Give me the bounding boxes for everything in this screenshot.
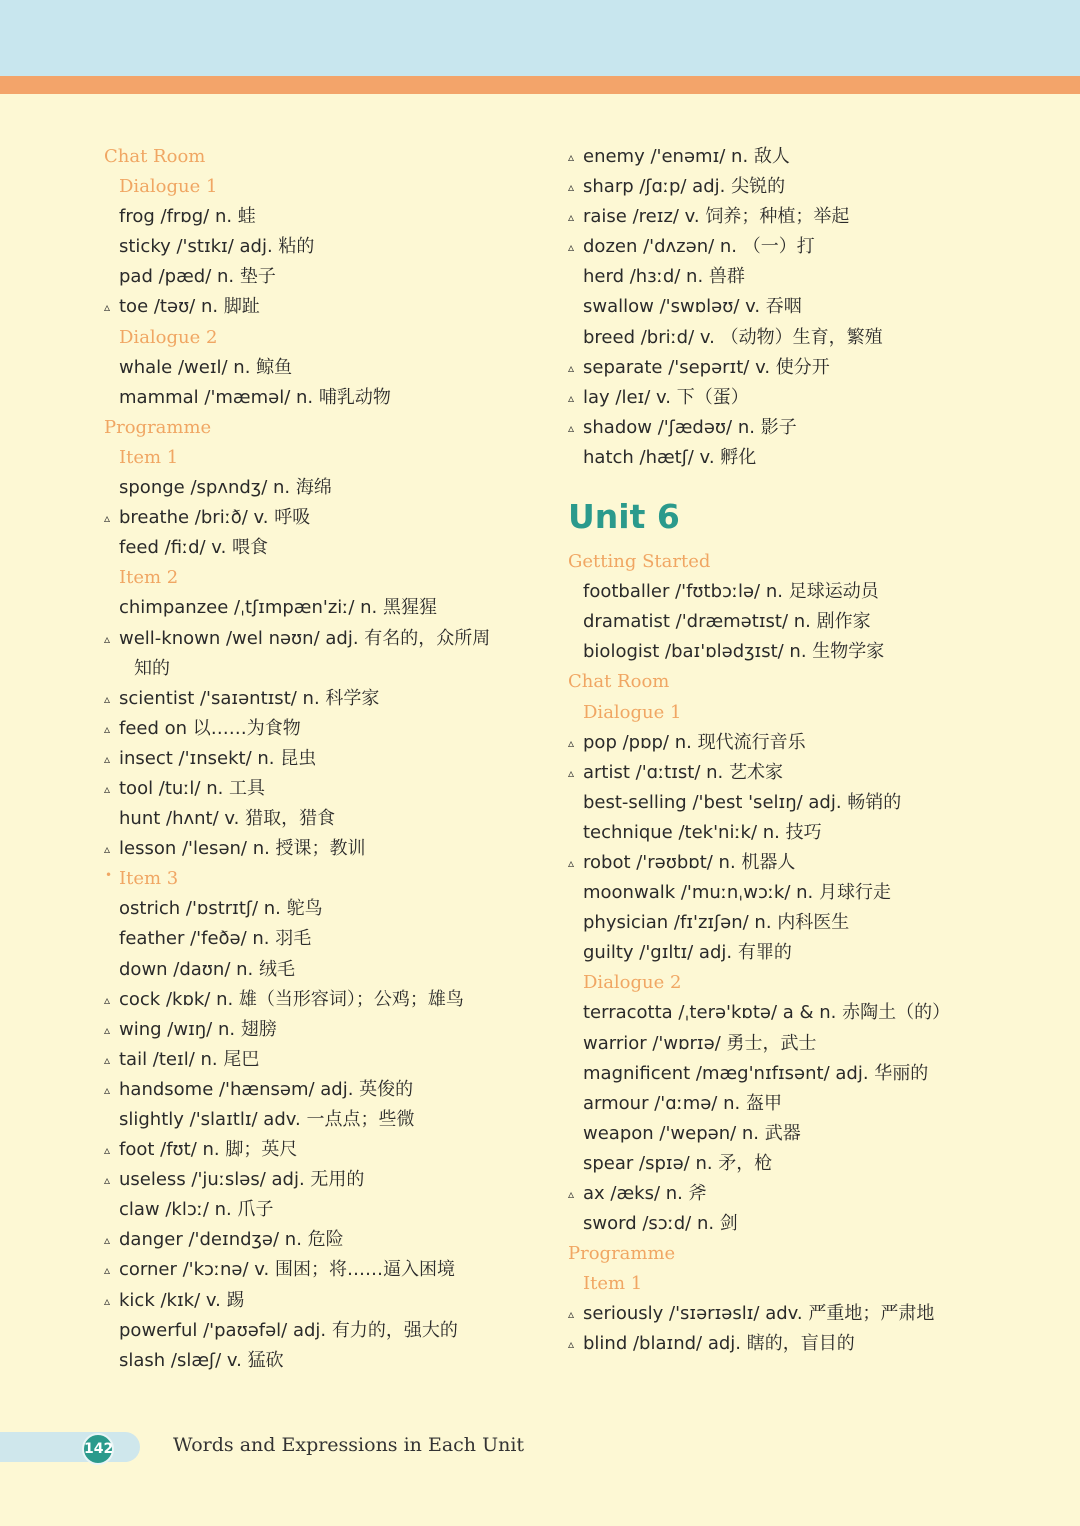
entry-text: lay /leɪ/ v. 下（蛋） — [583, 386, 749, 408]
entry-text: artist /'ɑːtɪst/ n. 艺术家 — [583, 761, 783, 783]
word-entry — [568, 577, 1048, 607]
entry-text: tail /teɪl/ n. 尾巴 — [119, 1048, 260, 1070]
word-entry — [104, 202, 524, 232]
unit-title: Unit 6 — [568, 497, 680, 537]
entry-text: Item 1 — [119, 446, 179, 468]
word-entry — [104, 924, 524, 954]
entry-text: blind /blaɪnd/ adj. 瞎的，盲目的 — [583, 1333, 855, 1355]
word-entry — [104, 473, 524, 503]
entry-text: handsome /'hænsəm/ adj. 英俊的 — [119, 1078, 414, 1100]
entry-text: Item 1 — [583, 1273, 643, 1295]
entry-text: useless /'juːsləs/ adj. 无用的 — [119, 1169, 365, 1191]
entry-text: Getting Started — [568, 551, 711, 573]
triangle-marker-icon: ▵ — [568, 765, 575, 780]
word-entry — [568, 1089, 1048, 1119]
entry-text: Programme — [104, 416, 212, 438]
entry-text: separate /'sepərɪt/ v. 使分开 — [583, 356, 830, 378]
word-entry — [104, 593, 524, 623]
entry-text: feather /'feðə/ n. 羽毛 — [119, 928, 312, 950]
entry-text: seriously /'sɪərɪəslɪ/ adv. 严重地；严肃地 — [583, 1303, 935, 1325]
triangle-marker-icon: ▵ — [568, 390, 575, 405]
entry-text: insect /'ɪnsekt/ n. 昆虫 — [119, 747, 317, 769]
word-entry — [568, 607, 1048, 637]
right-column-bottom — [568, 547, 1048, 1360]
triangle-marker-icon: ▵ — [104, 1082, 111, 1097]
word-entry — [568, 232, 1048, 262]
entry-text: sword /sɔːd/ n. 剑 — [583, 1213, 738, 1235]
entry-text: robot /'rəʊbɒt/ n. 机器人 — [583, 851, 796, 873]
subsection-heading — [104, 172, 524, 202]
entry-text: warrior /'wɒrɪə/ 勇士，武士 — [583, 1032, 817, 1054]
entry-text: toe /təʊ/ n. 脚趾 — [119, 296, 260, 318]
triangle-marker-icon: ▵ — [104, 1263, 111, 1278]
word-entry — [568, 1059, 1048, 1089]
word-entry — [568, 1149, 1048, 1179]
subsection-heading — [104, 443, 524, 473]
word-entry — [568, 728, 1048, 758]
entry-text: feed /fiːd/ v. 喂食 — [119, 537, 269, 559]
entry-text: Chat Room — [104, 146, 206, 167]
entry-text: armour /'ɑːmə/ n. 盔甲 — [583, 1092, 782, 1114]
entry-text: powerful /'paʊəfəl/ adj. 有力的，强大的 — [119, 1319, 458, 1341]
triangle-marker-icon: ▵ — [568, 180, 575, 195]
entry-text: Dialogue 1 — [583, 701, 682, 723]
entry-text: feed on 以……为食物 — [119, 717, 301, 739]
word-entry — [104, 503, 524, 533]
entry-text: chimpanzee /ˌtʃɪmpæn'ziː/ n. 黑猩猩 — [119, 597, 437, 619]
entry-text: physician /fɪ'zɪʃən/ n. 内科医生 — [583, 912, 850, 934]
entry-text: breed /briːd/ v. （动物）生育，繁殖 — [583, 326, 883, 348]
word-entry — [568, 998, 1048, 1028]
entry-text: moonwalk /'muːnˌwɔːk/ n. 月球行走 — [583, 882, 891, 904]
word-entry — [104, 744, 524, 774]
triangle-marker-icon: ▵ — [104, 781, 111, 796]
word-entry — [104, 533, 524, 563]
footer-band — [0, 1432, 140, 1462]
word-entry — [568, 908, 1048, 938]
page-number: 142 — [82, 1433, 114, 1465]
entry-text: cock /kɒk/ n. 雄（当形容词）；公鸡；雄鸟 — [119, 988, 464, 1010]
word-entry — [104, 353, 524, 383]
word-entry — [104, 804, 524, 834]
entry-text: raise /reɪz/ v. 饲养；种植；举起 — [583, 206, 850, 228]
triangle-marker-icon: ▵ — [104, 1022, 111, 1037]
entry-text: mammal /'mæməl/ n. 哺乳动物 — [119, 386, 391, 408]
section-heading — [568, 547, 1048, 577]
word-entry — [104, 955, 524, 985]
entry-text: herd /hɜːd/ n. 兽群 — [583, 266, 745, 288]
entry-text: technique /tek'niːk/ n. 技巧 — [583, 821, 822, 843]
word-entry — [568, 758, 1048, 788]
word-entry — [568, 1029, 1048, 1059]
word-entry — [104, 714, 524, 744]
entry-text: danger /'deɪndʒə/ n. 危险 — [119, 1229, 344, 1251]
word-entry — [568, 1329, 1048, 1359]
entry-text: kick /kɪk/ v. 踢 — [119, 1289, 245, 1311]
word-entry — [104, 1165, 524, 1195]
entry-text: swallow /'swɒləʊ/ v. 吞咽 — [583, 296, 802, 318]
word-entry — [104, 1286, 524, 1316]
orange-band — [0, 76, 1080, 94]
entry-text: frog /frɒg/ n. 蛙 — [119, 206, 256, 228]
word-entry — [568, 1299, 1048, 1329]
word-entry — [568, 172, 1048, 202]
subsection-heading — [104, 563, 524, 593]
word-entry — [104, 1105, 524, 1135]
triangle-marker-icon: ▵ — [568, 1187, 575, 1201]
triangle-marker-icon: ▵ — [104, 751, 111, 766]
entry-text: ax /æks/ n. 斧 — [583, 1183, 707, 1204]
entry-text: Dialogue 1 — [119, 176, 218, 198]
word-entry — [104, 1075, 524, 1105]
word-entry — [104, 1195, 524, 1225]
triangle-marker-icon: ▵ — [568, 1307, 575, 1322]
entry-text: down /daʊn/ n. 绒毛 — [119, 958, 295, 980]
entry-text: guilty /'gɪltɪ/ adj. 有罪的 — [583, 942, 792, 964]
right-column — [568, 142, 1048, 1360]
entry-text: pop /pɒp/ n. 现代流行音乐 — [583, 731, 806, 753]
subsection-heading — [568, 1269, 1048, 1299]
section-heading — [104, 413, 524, 443]
word-entry — [568, 1119, 1048, 1149]
word-entry — [104, 1316, 524, 1346]
entry-text: hatch /hætʃ/ v. 孵化 — [583, 446, 757, 468]
entry-text: Dialogue 2 — [583, 972, 682, 994]
entry-text: footballer /'fʊtbɔːlə/ n. 足球运动员 — [583, 581, 879, 603]
triangle-marker-icon: ▵ — [104, 691, 111, 706]
word-entry — [568, 353, 1048, 383]
triangle-marker-icon: ▵ — [104, 1293, 111, 1308]
word-entry — [104, 262, 524, 292]
entry-text: dramatist /'dræmətɪst/ n. 剧作家 — [583, 611, 871, 633]
word-entry — [104, 383, 524, 413]
entry-text: terracotta /ˌterə'kɒtə/ a & n. 赤陶土（的） — [583, 1002, 951, 1024]
word-entry-continuation — [104, 654, 524, 684]
triangle-marker-icon: ▵ — [104, 511, 111, 526]
section-heading — [568, 1239, 1048, 1269]
section-heading — [104, 142, 524, 172]
word-entry — [568, 818, 1048, 848]
word-entry — [568, 878, 1048, 908]
entry-text: sponge /spʌndʒ/ n. 海绵 — [119, 477, 332, 499]
entry-text: shadow /'ʃædəʊ/ n. 影子 — [583, 416, 797, 438]
footer-title: Words and Expressions in Each Unit — [173, 1434, 525, 1456]
subsection-heading — [104, 323, 524, 353]
entry-text: ostrich /'ɒstrɪtʃ/ n. 鸵鸟 — [119, 898, 323, 920]
triangle-marker-icon: ▵ — [104, 1233, 111, 1248]
entry-text: Item 3 — [119, 868, 179, 890]
entry-text: best-selling /'best 'selɪŋ/ adj. 畅销的 — [583, 791, 902, 813]
entry-text: weapon /'wepən/ n. 武器 — [583, 1122, 801, 1144]
word-entry — [104, 774, 524, 804]
entry-text: well-known /wel nəʊn/ adj. 有名的，众所周 — [119, 627, 491, 649]
word-entry — [568, 848, 1048, 878]
triangle-marker-icon: ▵ — [104, 1143, 111, 1158]
entry-text: 知的 — [134, 657, 170, 679]
entry-text: foot /fʊt/ n. 脚；英尺 — [119, 1139, 298, 1161]
subsection-heading — [568, 968, 1048, 998]
entry-text: Programme — [568, 1243, 676, 1265]
entry-text: Chat Room — [568, 671, 670, 693]
word-entry — [568, 1209, 1048, 1239]
section-heading — [568, 667, 1048, 697]
word-entry — [104, 894, 524, 924]
word-entry — [104, 1045, 524, 1075]
word-entry — [104, 985, 524, 1015]
entry-text: magnificent /mæg'nɪfɪsənt/ adj. 华丽的 — [583, 1062, 929, 1084]
entry-text: dozen /'dʌzən/ n. （一）打 — [583, 236, 815, 258]
word-entry — [568, 323, 1048, 353]
triangle-marker-icon: ▵ — [568, 735, 575, 750]
word-entry — [104, 684, 524, 714]
word-entry — [568, 413, 1048, 443]
triangle-marker-icon: ▵ — [104, 721, 111, 736]
entry-text: sharp /ʃɑːp/ adj. 尖锐的 — [583, 176, 786, 198]
word-entry — [104, 1346, 524, 1376]
entry-text: slash /slæʃ/ v. 猛砍 — [119, 1349, 284, 1371]
word-entry — [568, 1179, 1048, 1209]
word-entry — [568, 142, 1048, 172]
triangle-marker-icon: ▵ — [104, 631, 111, 646]
entry-text: breathe /briːð/ v. 呼吸 — [119, 507, 311, 529]
triangle-marker-icon: ▵ — [568, 150, 575, 164]
word-entry — [568, 262, 1048, 292]
entry-text: claw /klɔː/ n. 爪子 — [119, 1199, 274, 1221]
word-entry — [104, 232, 524, 262]
entry-text: hunt /hʌnt/ v. 猎取，猎食 — [119, 808, 336, 830]
entry-text: scientist /'saɪəntɪst/ n. 科学家 — [119, 687, 380, 709]
word-entry — [104, 1225, 524, 1255]
triangle-marker-icon: ▵ — [104, 992, 111, 1007]
triangle-marker-icon: ▵ — [568, 1337, 575, 1352]
word-entry — [568, 383, 1048, 413]
entry-text: enemy /'enəmɪ/ n. 敌人 — [583, 146, 790, 167]
triangle-marker-icon: ▵ — [568, 210, 575, 225]
entry-text: Item 2 — [119, 567, 179, 589]
triangle-marker-icon: ▵ — [568, 240, 575, 255]
entry-text: slightly /'slaɪtlɪ/ adv. 一点点；些微 — [119, 1109, 415, 1130]
left-column — [104, 142, 524, 1376]
triangle-marker-icon: ▵ — [568, 420, 575, 435]
entry-text: lesson /'lesən/ n. 授课；教训 — [119, 838, 366, 860]
dot-marker-icon: • — [105, 868, 113, 883]
subsection-heading — [568, 698, 1048, 728]
word-entry — [568, 202, 1048, 232]
word-entry — [568, 637, 1048, 667]
entry-text: Dialogue 2 — [119, 326, 218, 348]
entry-text: biologist /baɪ'ɒlədʒɪst/ n. 生物学家 — [583, 641, 885, 663]
word-entry — [104, 1135, 524, 1165]
top-band — [0, 0, 1080, 76]
right-column-top — [568, 142, 1048, 473]
word-entry — [104, 834, 524, 864]
word-entry — [104, 292, 524, 322]
entry-text: whale /weɪl/ n. 鲸鱼 — [119, 356, 293, 378]
word-entry — [568, 788, 1048, 818]
word-entry — [568, 292, 1048, 322]
entry-text: wing /wɪŋ/ n. 翅膀 — [119, 1018, 277, 1040]
triangle-marker-icon: ▵ — [568, 855, 575, 870]
word-entry — [104, 1015, 524, 1045]
entry-text: pad /pæd/ n. 垫子 — [119, 266, 276, 288]
entry-text: sticky /'stɪkɪ/ adj. 粘的 — [119, 236, 315, 258]
triangle-marker-icon: ▵ — [104, 300, 111, 315]
triangle-marker-icon: ▵ — [104, 1173, 111, 1188]
word-entry — [104, 624, 524, 654]
triangle-marker-icon: ▵ — [568, 360, 575, 375]
triangle-marker-icon: ▵ — [104, 842, 111, 857]
word-entry — [568, 443, 1048, 473]
entry-text: spear /spɪə/ n. 矛，枪 — [583, 1152, 773, 1174]
subsection-heading — [104, 864, 524, 894]
word-entry — [104, 1255, 524, 1285]
word-entry — [568, 938, 1048, 968]
triangle-marker-icon: ▵ — [104, 1052, 111, 1067]
entry-text: corner /'kɔːnə/ v. 围困；将……逼入困境 — [119, 1259, 455, 1281]
entry-text: tool /tuːl/ n. 工具 — [119, 777, 266, 799]
